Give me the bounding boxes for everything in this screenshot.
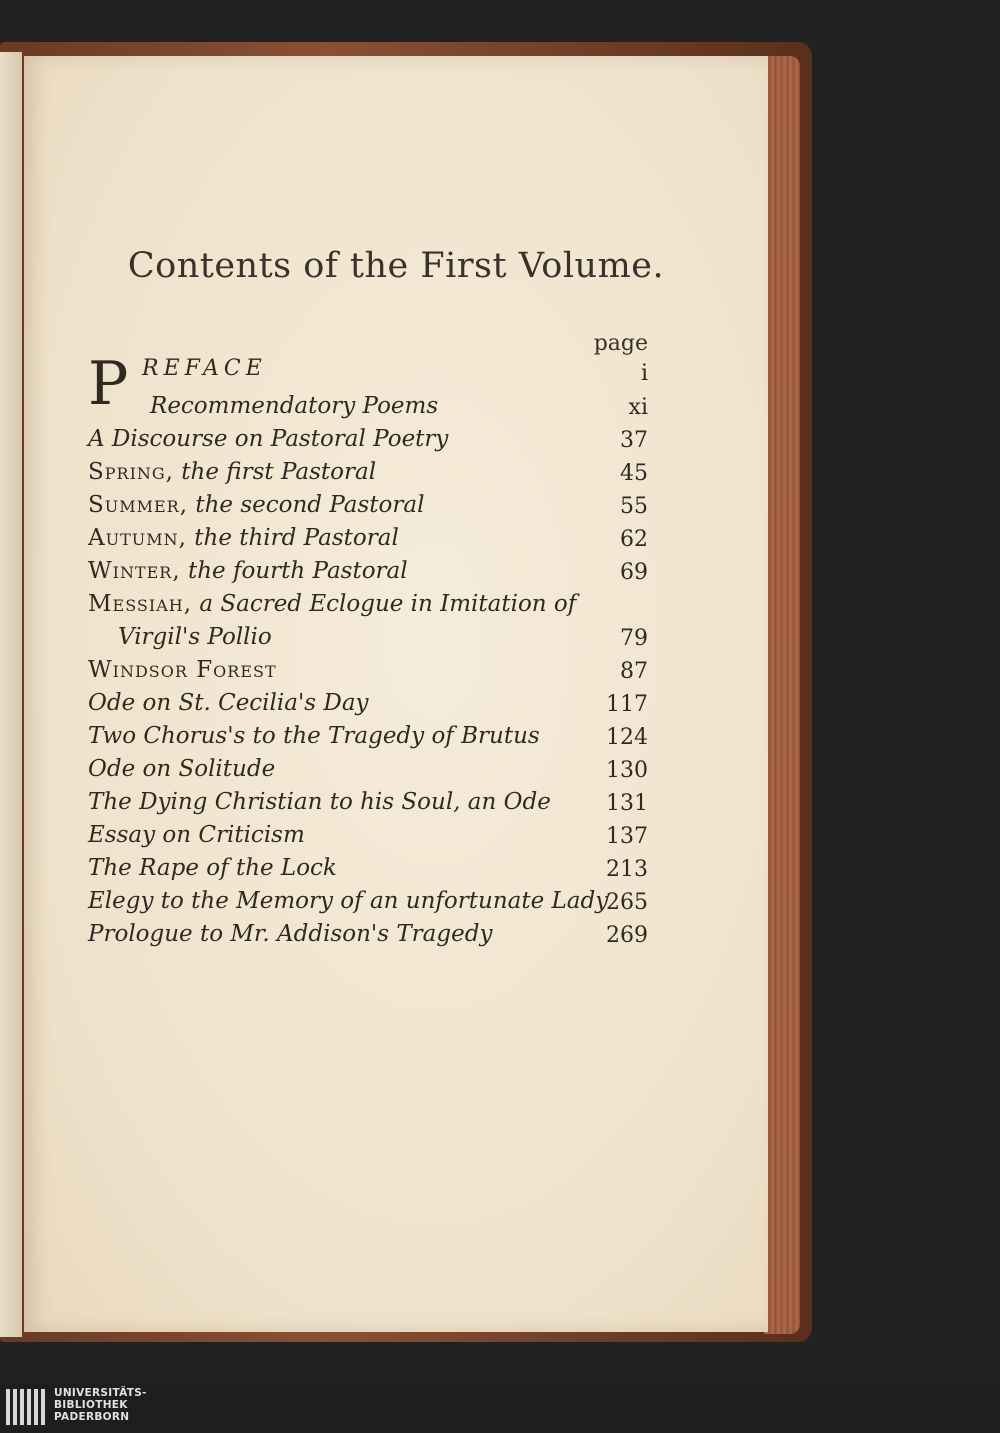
toc-entry-smallcaps: Winter, — [88, 558, 181, 584]
toc-entry-title: Two Chorus's to the Tragedy of Brutus — [88, 723, 540, 749]
toc-page-number: 87 — [620, 659, 648, 684]
page-title: Contents of the First Volume. — [127, 246, 665, 286]
toc-entry-title: Prologue to Mr. Addison's Tragedy — [88, 921, 493, 947]
toc-entry-title: the third Pastoral — [194, 525, 399, 551]
toc-page-number: 213 — [606, 857, 648, 882]
toc-page-number: 79 — [620, 626, 648, 651]
toc-entry-title: Ode on Solitude — [88, 756, 276, 782]
toc-entry-smallcaps: Spring, — [88, 459, 174, 485]
toc-entry-title: The Rape of the Lock — [88, 855, 337, 881]
toc-entry-smallcaps: Autumn, — [88, 525, 187, 551]
toc-page-number: 124 — [606, 725, 648, 750]
toc-entry-title: the second Pastoral — [195, 492, 425, 518]
toc-entry — [88, 885, 648, 917]
drop-cap: P — [88, 349, 129, 419]
logo-line-3: PADERBORN — [54, 1411, 130, 1423]
book-page — [24, 56, 768, 1332]
preface-title: REFACE — [142, 356, 267, 381]
toc-entry-smallcaps: Windsor Forest — [88, 657, 277, 683]
toc-entry — [88, 423, 648, 455]
toc-entry — [88, 852, 648, 884]
toc-page-number: 130 — [606, 758, 648, 783]
toc-entry — [88, 753, 648, 785]
toc-entry-title: the fourth Pastoral — [187, 558, 408, 584]
toc-entry — [88, 918, 648, 950]
toc-page-number: xi — [628, 395, 648, 420]
toc-page-number: 69 — [620, 560, 648, 585]
toc-page-number: 37 — [620, 428, 648, 453]
toc-entry-smallcaps: Summer, — [88, 492, 189, 518]
toc-entry — [88, 819, 648, 851]
toc-entry-title: Virgil's Pollio — [118, 624, 272, 650]
toc-entry — [88, 654, 648, 686]
toc-entry — [88, 588, 648, 620]
logo-line-2: BIBLIOTHEK — [54, 1399, 128, 1411]
toc-entry-title: Essay on Criticism — [88, 822, 305, 848]
toc-entry-title: The Dying Christian to his Soul, an Ode — [88, 789, 551, 815]
toc-entry — [88, 687, 648, 719]
toc-entry-title: a Sacred Eclogue in Imitation of — [199, 591, 577, 617]
toc-page-number: 117 — [606, 692, 648, 717]
toc-entry-title: Elegy to the Memory of an unfortunate Lady — [88, 888, 609, 914]
library-footer — [0, 1383, 1000, 1433]
toc-entry-title: Ode on St. Cecilia's Day — [88, 690, 369, 716]
toc-entry — [88, 555, 648, 587]
library-logo-text — [54, 1387, 147, 1423]
toc-entry — [88, 786, 648, 818]
toc-page-number: 62 — [620, 527, 648, 552]
toc-page-number: 269 — [606, 923, 648, 948]
toc-entry-title: the first Pastoral — [181, 459, 377, 485]
toc-entry — [88, 522, 648, 554]
page-column-label: page — [593, 331, 648, 356]
logo-line-1: UNIVERSITÄTS- — [54, 1387, 147, 1399]
toc-entry — [88, 456, 648, 488]
toc-page-number: 131 — [606, 791, 648, 816]
toc-entry — [88, 720, 648, 752]
toc-entry-title: A Discourse on Pastoral Poetry — [88, 426, 449, 452]
preface-page-number: i — [640, 361, 648, 386]
toc-page-number: 265 — [606, 890, 648, 915]
toc-page-number: 55 — [620, 494, 648, 519]
toc-entry-smallcaps: Messiah, — [88, 591, 193, 617]
facing-page-edge — [0, 52, 22, 1337]
toc-entry-title: Recommendatory Poems — [150, 393, 439, 419]
toc-page-number: 137 — [606, 824, 648, 849]
toc-entry — [88, 489, 648, 521]
toc-page-number: 45 — [620, 461, 648, 486]
page-fore-edge — [764, 56, 800, 1334]
